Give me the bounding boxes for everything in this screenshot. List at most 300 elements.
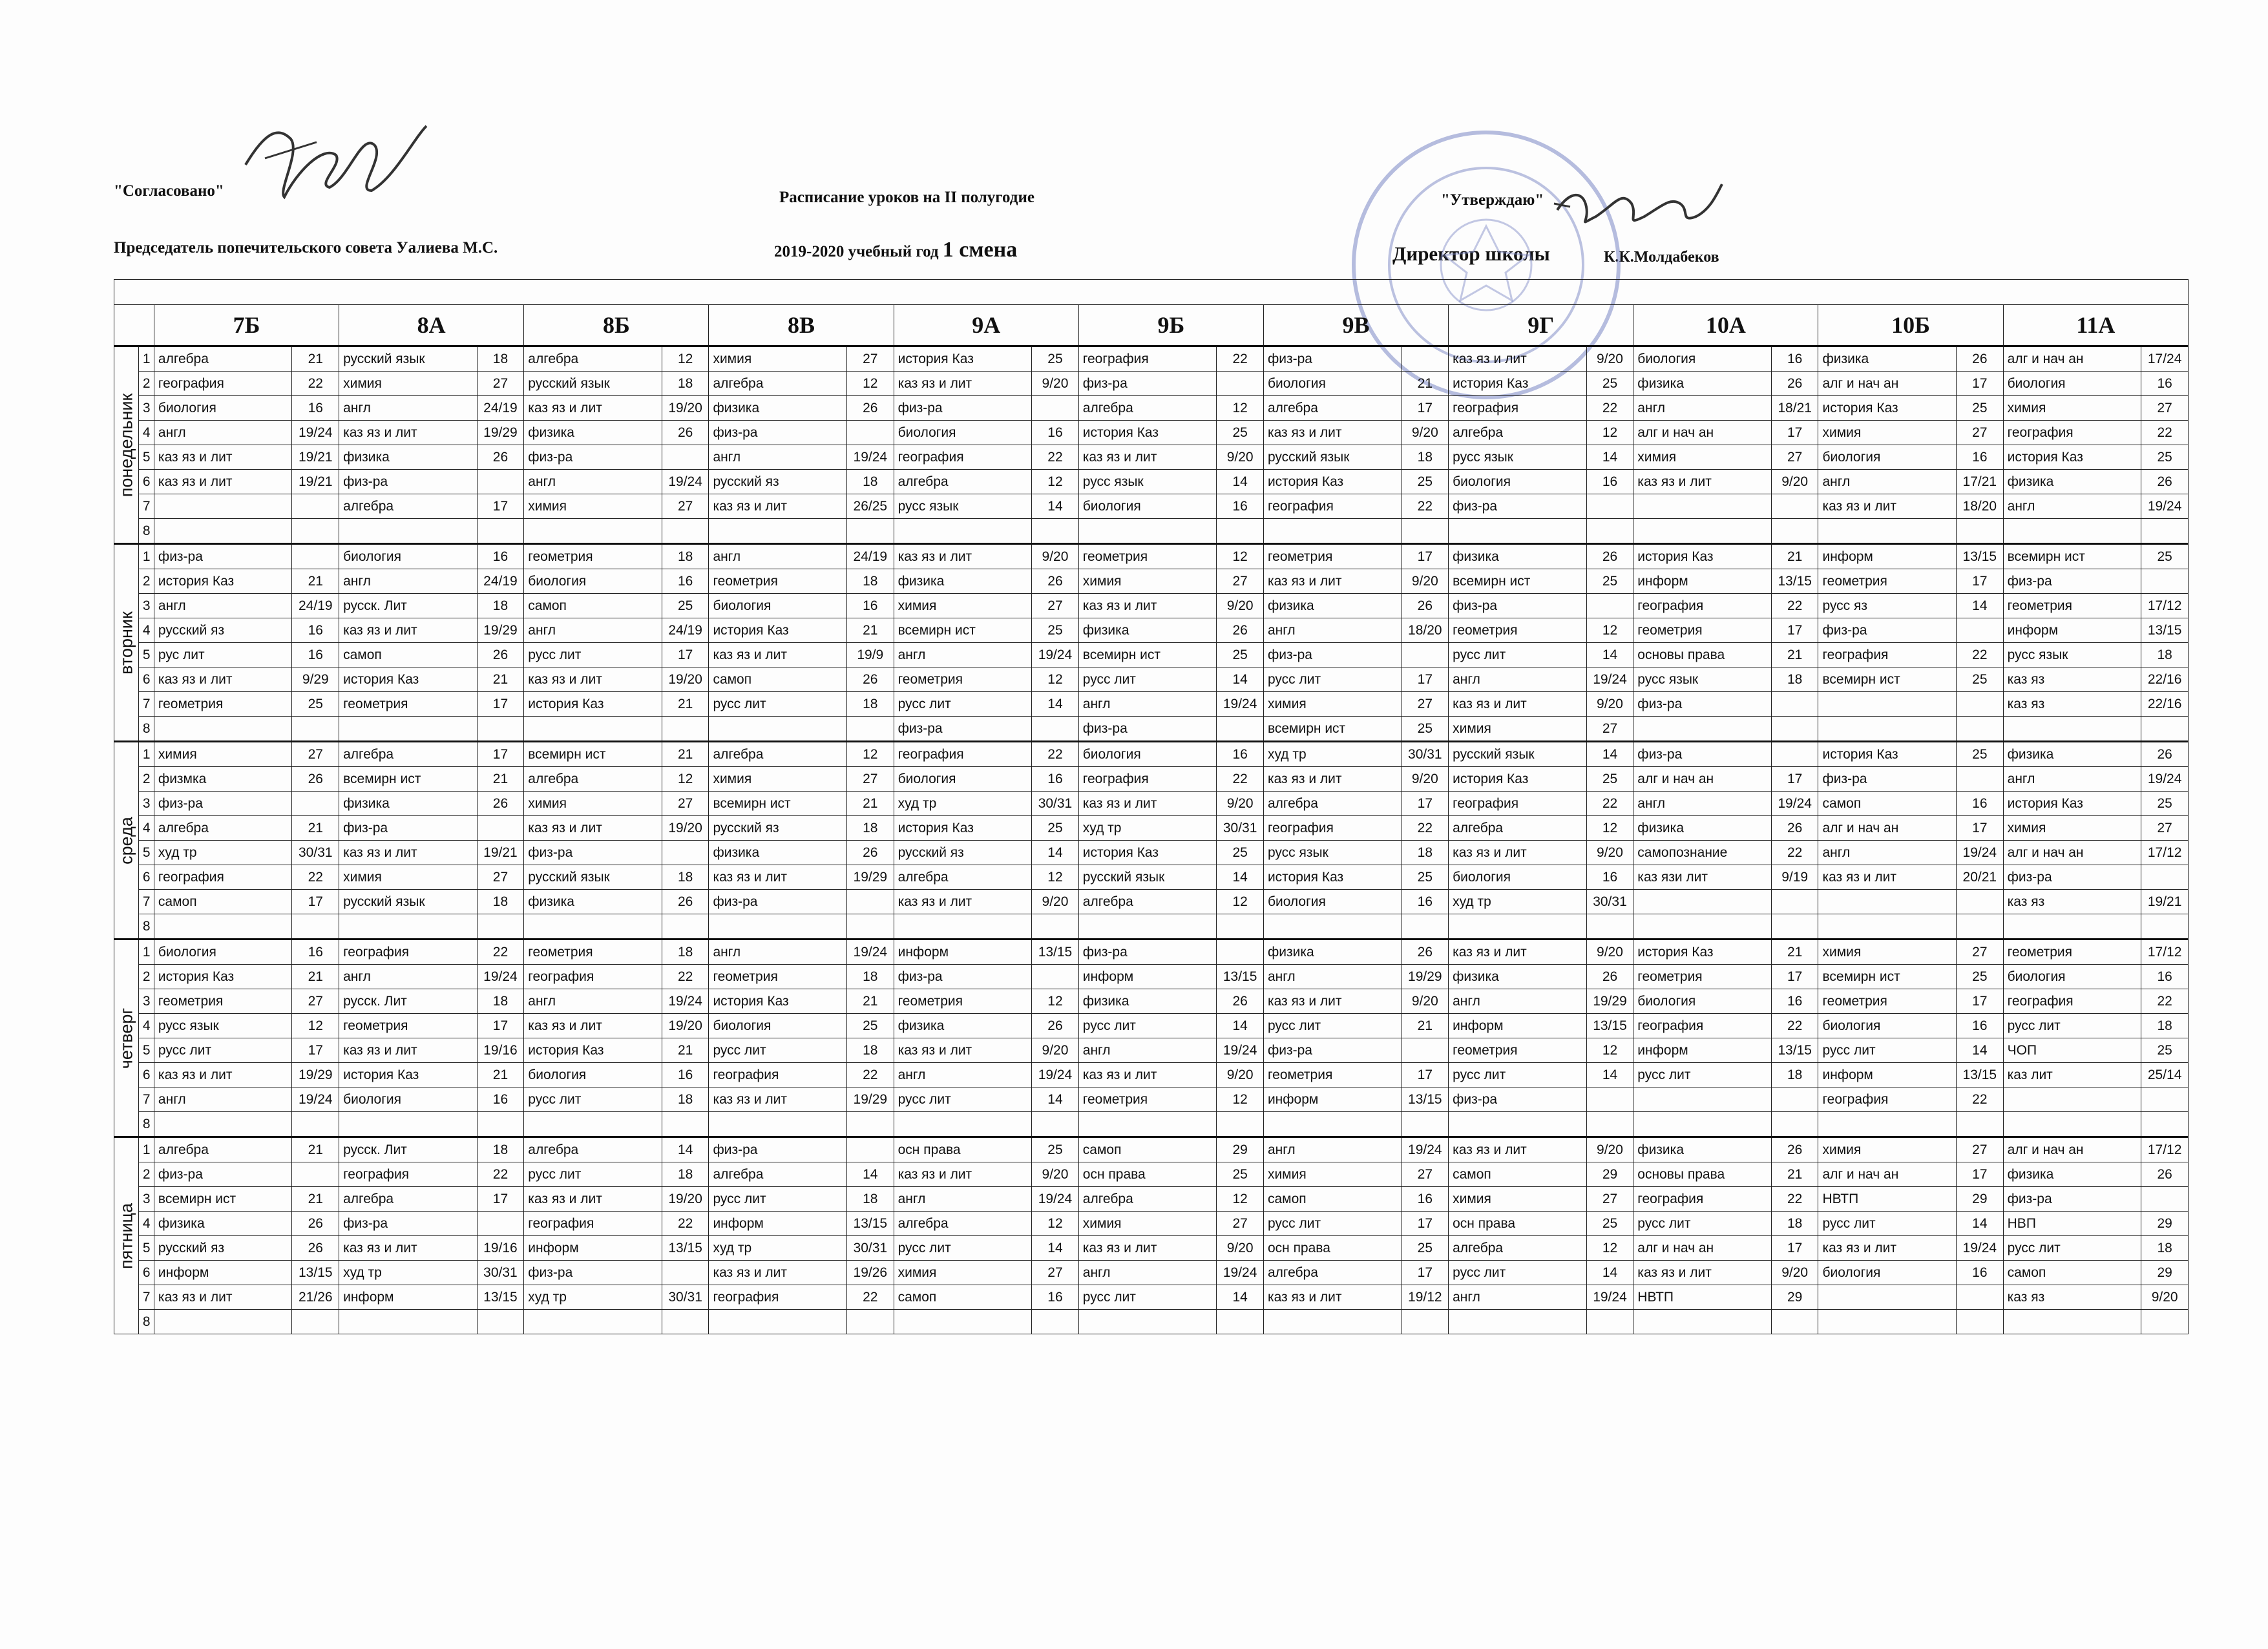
subject-cell: каз яз и лит xyxy=(524,1014,662,1038)
room-cell: 19/21 xyxy=(292,445,339,470)
room-cell: 19/29 xyxy=(847,865,894,890)
room-cell: 9/20 xyxy=(1032,544,1079,569)
room-cell: 22 xyxy=(662,1212,709,1236)
table-row xyxy=(114,1038,2189,1063)
subject-cell: русс лит xyxy=(1449,1063,1587,1087)
day-label xyxy=(114,1137,139,1334)
day-label xyxy=(114,742,139,940)
room-cell: 14 xyxy=(1586,742,1633,767)
room-cell: 12 xyxy=(1217,1187,1264,1212)
subject-cell: история Каз xyxy=(154,569,292,594)
room-cell: 22/16 xyxy=(2141,692,2189,717)
director-name: К.К.Молдабеков xyxy=(1604,249,1719,266)
table-row xyxy=(114,421,2189,445)
subject-cell: алгебра xyxy=(524,346,662,372)
room-cell: 19/24 xyxy=(1586,1285,1633,1310)
room-cell: 25 xyxy=(847,1014,894,1038)
room-cell: 16 xyxy=(1771,346,1818,372)
room-cell: 25 xyxy=(1957,742,2004,767)
subject-cell: биология xyxy=(1818,445,1957,470)
room-cell: 22 xyxy=(1957,1087,2004,1112)
subject-cell: геометрия xyxy=(339,1014,478,1038)
room-cell: 9/20 xyxy=(1586,346,1633,372)
room-cell: 26 xyxy=(477,643,524,667)
class-header: 7Б xyxy=(154,305,339,346)
room-cell: 17/12 xyxy=(2141,841,2189,865)
subject-cell: физ-ра xyxy=(709,1137,847,1162)
room-cell: 21 xyxy=(847,618,894,643)
room-cell: 14 xyxy=(1032,692,1079,717)
day-name: понедельник xyxy=(116,393,136,497)
room-cell xyxy=(1957,1112,2004,1137)
subject-cell: НВП xyxy=(2003,1212,2141,1236)
room-cell xyxy=(1217,914,1264,940)
room-cell: 25 xyxy=(2141,792,2189,816)
subject-cell: алгебра xyxy=(339,742,478,767)
room-cell: 18 xyxy=(477,890,524,914)
room-cell: 26 xyxy=(1771,816,1818,841)
lesson-number: 5 xyxy=(139,1236,154,1261)
room-cell: 18 xyxy=(1402,445,1449,470)
room-cell xyxy=(1032,396,1079,421)
lesson-number: 2 xyxy=(139,372,154,396)
subject-cell: биология xyxy=(524,569,662,594)
room-cell: 17 xyxy=(1771,767,1818,792)
subject-cell: русс лит xyxy=(1633,1063,1772,1087)
class-header: 11А xyxy=(2003,305,2188,346)
subject-cell: химия xyxy=(524,494,662,519)
table-row xyxy=(114,372,2189,396)
table-row xyxy=(114,1310,2189,1334)
table-row xyxy=(114,717,2189,742)
subject-cell: англ xyxy=(709,940,847,965)
subject-cell: русс язык xyxy=(2003,643,2141,667)
room-cell: 25 xyxy=(1217,1162,1264,1187)
room-cell: 12 xyxy=(847,372,894,396)
table-row xyxy=(114,767,2189,792)
room-cell xyxy=(1771,914,1818,940)
room-cell xyxy=(1586,914,1633,940)
room-cell: 25 xyxy=(1586,569,1633,594)
subject-cell: физика xyxy=(524,890,662,914)
subject-cell: основы права xyxy=(1633,1162,1772,1187)
subject-cell: геометрия xyxy=(1449,618,1587,643)
room-cell xyxy=(477,470,524,494)
subject-cell: осн права xyxy=(1078,1162,1217,1187)
room-cell: 17 xyxy=(477,1014,524,1038)
room-cell: 21 xyxy=(1402,1014,1449,1038)
room-cell: 17 xyxy=(1957,1162,2004,1187)
room-cell: 17 xyxy=(1957,816,2004,841)
subject-cell: худ тр xyxy=(894,792,1032,816)
room-cell: 18 xyxy=(847,965,894,989)
subject-cell: геометрия xyxy=(2003,940,2141,965)
table-row xyxy=(114,618,2189,643)
subject-cell: каз яз и лит xyxy=(1818,865,1957,890)
room-cell xyxy=(1586,519,1633,544)
subject-cell: каз яз и лит xyxy=(1449,1137,1587,1162)
subject-cell: биология xyxy=(1449,470,1587,494)
subject-cell: каз яз и лит xyxy=(1818,1236,1957,1261)
room-cell: 14 xyxy=(1586,1261,1633,1285)
room-cell xyxy=(1771,717,1818,742)
subject-cell: алгебра xyxy=(1449,421,1587,445)
room-cell: 30/31 xyxy=(662,1285,709,1310)
room-cell: 21 xyxy=(847,989,894,1014)
table-row xyxy=(114,914,2189,940)
table-row xyxy=(114,569,2189,594)
subject-cell: русс язык xyxy=(154,1014,292,1038)
subject-cell: геометрия xyxy=(1449,1038,1587,1063)
subject-cell xyxy=(524,717,662,742)
room-cell xyxy=(1771,890,1818,914)
room-cell: 25 xyxy=(1957,667,2004,692)
room-cell: 19/16 xyxy=(477,1236,524,1261)
subject-cell xyxy=(339,1112,478,1137)
subject-cell: алг и нач ан xyxy=(2003,346,2141,372)
subject-cell: всемирн ист xyxy=(894,618,1032,643)
room-cell: 24/19 xyxy=(662,618,709,643)
room-cell: 21 xyxy=(1402,372,1449,396)
subject-cell: каз яз и лит xyxy=(894,372,1032,396)
subject-cell: англ xyxy=(1263,618,1402,643)
subject-cell: алгебра xyxy=(1449,816,1587,841)
subject-cell: худ тр xyxy=(709,1236,847,1261)
room-cell: 25 xyxy=(1586,372,1633,396)
subject-cell: геометрия xyxy=(524,544,662,569)
room-cell: 9/20 xyxy=(1402,989,1449,1014)
subject-cell: каз яз и лит xyxy=(339,1236,478,1261)
room-cell: 16 xyxy=(1771,989,1818,1014)
room-cell xyxy=(1217,1112,1264,1137)
room-cell: 18 xyxy=(847,470,894,494)
room-cell: 16 xyxy=(292,940,339,965)
room-cell xyxy=(1771,692,1818,717)
subject-cell: каз яз и лит xyxy=(1449,692,1587,717)
subject-cell: геометрия xyxy=(1263,544,1402,569)
room-cell: 17 xyxy=(1957,569,2004,594)
lesson-number: 3 xyxy=(139,792,154,816)
table-row xyxy=(114,965,2189,989)
room-cell: 18/20 xyxy=(1957,494,2004,519)
subject-cell: география xyxy=(1263,494,1402,519)
lesson-number: 2 xyxy=(139,965,154,989)
table-row xyxy=(114,445,2189,470)
room-cell: 9/20 xyxy=(1217,445,1264,470)
subject-cell: география xyxy=(1633,1187,1772,1212)
room-cell: 21/26 xyxy=(292,1285,339,1310)
room-cell: 17 xyxy=(1402,1261,1449,1285)
room-cell: 27 xyxy=(477,865,524,890)
room-cell: 22 xyxy=(1032,445,1079,470)
subject-cell: физ-ра xyxy=(894,396,1032,421)
room-cell: 12 xyxy=(1586,1038,1633,1063)
subject-cell: самоп xyxy=(709,667,847,692)
subject-cell: самоп xyxy=(339,643,478,667)
room-cell: 30/31 xyxy=(292,841,339,865)
subject-cell: англ xyxy=(524,989,662,1014)
subject-cell: русск. Лит xyxy=(339,989,478,1014)
room-cell: 30/31 xyxy=(1586,890,1633,914)
room-cell: 22 xyxy=(1771,594,1818,618)
year-text: 2019-2020 учебный год xyxy=(774,243,939,260)
room-cell xyxy=(1217,372,1264,396)
subject-cell: всемирн ист xyxy=(1263,717,1402,742)
subject-cell: каз яз и лит xyxy=(894,1162,1032,1187)
subject-cell: биология xyxy=(339,1087,478,1112)
subject-cell: физ-ра xyxy=(1818,767,1957,792)
subject-cell xyxy=(524,1112,662,1137)
room-cell: 19/24 xyxy=(1217,1261,1264,1285)
subject-cell: каз лит xyxy=(2003,1063,2141,1087)
day-name: вторник xyxy=(116,611,136,675)
subject-cell: география xyxy=(1633,594,1772,618)
subject-cell: биология xyxy=(1818,1261,1957,1285)
subject-cell xyxy=(154,494,292,519)
room-cell xyxy=(662,841,709,865)
room-cell: 25 xyxy=(2141,1038,2189,1063)
lesson-number: 1 xyxy=(139,742,154,767)
subject-cell xyxy=(1263,1310,1402,1334)
subject-cell: география xyxy=(339,1162,478,1187)
class-header: 9Б xyxy=(1078,305,1263,346)
subject-cell: физ-ра xyxy=(524,841,662,865)
subject-cell: информ xyxy=(524,1236,662,1261)
subject-cell: каз яз и лит xyxy=(1078,1063,1217,1087)
room-cell: 19/24 xyxy=(1032,1063,1079,1087)
subject-cell: алг и нач ан xyxy=(1818,816,1957,841)
subject-cell: химия xyxy=(1633,445,1772,470)
room-cell: 27 xyxy=(292,742,339,767)
room-cell: 26 xyxy=(1217,989,1264,1014)
room-cell: 9/19 xyxy=(1771,865,1818,890)
subject-cell xyxy=(1449,914,1587,940)
subject-cell: химия xyxy=(2003,396,2141,421)
room-cell xyxy=(1032,1310,1079,1334)
room-cell: 19/9 xyxy=(847,643,894,667)
room-cell: 17 xyxy=(477,1187,524,1212)
room-cell: 19/24 xyxy=(847,445,894,470)
subject-cell: физика xyxy=(1263,940,1402,965)
subject-cell: геометрия xyxy=(894,989,1032,1014)
subject-cell xyxy=(2003,1087,2141,1112)
room-cell: 21 xyxy=(477,1063,524,1087)
room-cell xyxy=(847,914,894,940)
room-cell: 16 xyxy=(662,1063,709,1087)
room-cell: 25 xyxy=(292,692,339,717)
subject-cell: биология xyxy=(1449,865,1587,890)
room-cell: 9/20 xyxy=(1586,940,1633,965)
subject-cell: геометрия xyxy=(524,940,662,965)
room-cell: 9/20 xyxy=(1771,470,1818,494)
table-row xyxy=(114,792,2189,816)
subject-cell: англ xyxy=(894,1187,1032,1212)
room-cell: 24/19 xyxy=(477,396,524,421)
subject-cell: англ xyxy=(524,470,662,494)
room-cell: 13/15 xyxy=(1586,1014,1633,1038)
subject-cell xyxy=(1633,717,1772,742)
room-cell: 14 xyxy=(1032,494,1079,519)
room-cell: 22 xyxy=(847,1285,894,1310)
table-row xyxy=(114,841,2189,865)
room-cell: 9/20 xyxy=(1217,1063,1264,1087)
room-cell xyxy=(292,544,339,569)
subject-cell: осн права xyxy=(894,1137,1032,1162)
lesson-number: 4 xyxy=(139,618,154,643)
subject-cell: физика xyxy=(339,445,478,470)
room-cell: 18 xyxy=(2141,643,2189,667)
subject-cell: история Каз xyxy=(709,989,847,1014)
room-cell: 16 xyxy=(1032,1285,1079,1310)
subject-cell: каз яз и лит xyxy=(1449,841,1587,865)
subject-cell: русский язык xyxy=(1449,742,1587,767)
room-cell: 12 xyxy=(1032,1212,1079,1236)
room-cell: 18 xyxy=(847,1187,894,1212)
subject-cell: география xyxy=(1449,792,1587,816)
subject-cell: русс язык xyxy=(1078,470,1217,494)
subject-cell: русс лит xyxy=(1263,1212,1402,1236)
subject-cell: физ-ра xyxy=(1633,692,1772,717)
room-cell: 16 xyxy=(1217,494,1264,519)
lesson-number: 3 xyxy=(139,396,154,421)
subject-cell: англ xyxy=(2003,494,2141,519)
room-cell: 17 xyxy=(477,494,524,519)
subject-cell: русс лит xyxy=(894,1236,1032,1261)
subject-cell: всемирн ист xyxy=(154,1187,292,1212)
subject-cell: информ xyxy=(154,1261,292,1285)
room-cell: 16 xyxy=(1402,890,1449,914)
room-cell xyxy=(1957,1310,2004,1334)
subject-cell: алг и нач ан xyxy=(1633,1236,1772,1261)
subject-cell: алгебра xyxy=(1078,1187,1217,1212)
subject-cell: физ-ра xyxy=(2003,569,2141,594)
subject-cell: география xyxy=(709,1063,847,1087)
subject-cell: физика xyxy=(2003,1162,2141,1187)
room-cell: 13/15 xyxy=(1771,569,1818,594)
room-cell: 16 xyxy=(2141,965,2189,989)
room-cell: 17 xyxy=(1402,1063,1449,1087)
subject-cell: каз яз и лит xyxy=(1263,989,1402,1014)
subject-cell: русс язык xyxy=(1263,841,1402,865)
lesson-number: 6 xyxy=(139,865,154,890)
subject-cell: география xyxy=(1263,816,1402,841)
room-cell: 26 xyxy=(1032,569,1079,594)
subject-cell: история Каз xyxy=(1633,940,1772,965)
table-row xyxy=(114,692,2189,717)
subject-cell: каз яз и лит xyxy=(894,1038,1032,1063)
room-cell: 9/20 xyxy=(1032,1038,1079,1063)
subject-cell: англ xyxy=(339,965,478,989)
room-cell: 18 xyxy=(847,692,894,717)
director-label: Директор школы xyxy=(1392,242,1550,265)
room-cell: 25 xyxy=(2141,544,2189,569)
subject-cell: химия xyxy=(1078,569,1217,594)
room-cell: 25 xyxy=(1402,865,1449,890)
room-cell: 18 xyxy=(1402,841,1449,865)
subject-cell: англ xyxy=(1449,1285,1587,1310)
room-cell: 27 xyxy=(477,372,524,396)
room-cell xyxy=(1957,1285,2004,1310)
room-cell xyxy=(477,717,524,742)
room-cell: 19/21 xyxy=(2141,890,2189,914)
subject-cell: англ xyxy=(154,594,292,618)
lesson-number: 1 xyxy=(139,1137,154,1162)
room-cell: 17 xyxy=(1771,618,1818,643)
subject-cell: физ-ра xyxy=(154,544,292,569)
subject-cell: биология xyxy=(339,544,478,569)
room-cell: 13/15 xyxy=(1957,544,2004,569)
room-cell: 14 xyxy=(1217,667,1264,692)
subject-cell xyxy=(524,914,662,940)
subject-cell: русс лит xyxy=(1078,1014,1217,1038)
room-cell: 18 xyxy=(477,594,524,618)
room-cell: 13/15 xyxy=(1217,965,1264,989)
subject-cell: алгебра xyxy=(1263,792,1402,816)
subject-cell: химия xyxy=(1263,692,1402,717)
approve-label: "Утверждаю" xyxy=(1441,191,1544,209)
subject-cell: география xyxy=(1633,1014,1772,1038)
room-cell xyxy=(1957,692,2004,717)
subject-cell: русск. Лит xyxy=(339,594,478,618)
subject-cell: всемирн ист xyxy=(1449,569,1587,594)
subject-cell: русский яз xyxy=(154,1236,292,1261)
room-cell xyxy=(847,1137,894,1162)
subject-cell: история Каз xyxy=(2003,445,2141,470)
subject-cell xyxy=(1263,519,1402,544)
room-cell: 25 xyxy=(662,594,709,618)
subject-cell: биология xyxy=(709,1014,847,1038)
room-cell: 26 xyxy=(1586,965,1633,989)
room-cell: 16 xyxy=(2141,372,2189,396)
room-cell: 25 xyxy=(1402,1236,1449,1261)
subject-cell: каз яз и лит xyxy=(1263,767,1402,792)
room-cell: 9/20 xyxy=(1586,692,1633,717)
subject-cell: физика xyxy=(1633,816,1772,841)
subject-cell: русс язык xyxy=(1633,667,1772,692)
subject-cell: каз яз и лит xyxy=(709,1261,847,1285)
room-cell: 27 xyxy=(1032,1261,1079,1285)
room-cell: 19/21 xyxy=(292,470,339,494)
room-cell: 9/29 xyxy=(292,667,339,692)
subject-cell xyxy=(1633,914,1772,940)
room-cell: 18 xyxy=(662,1162,709,1187)
room-cell: 30/31 xyxy=(1032,792,1079,816)
room-cell: 18 xyxy=(1771,667,1818,692)
subject-cell xyxy=(339,717,478,742)
room-cell: 12 xyxy=(1586,421,1633,445)
room-cell: 16 xyxy=(1586,865,1633,890)
subject-cell: химия xyxy=(1078,1212,1217,1236)
subject-cell: всемирн ист xyxy=(1818,667,1957,692)
room-cell xyxy=(477,816,524,841)
subject-cell xyxy=(1818,890,1957,914)
day-name: среда xyxy=(116,816,136,865)
subject-cell: алгебра xyxy=(339,1187,478,1212)
subject-cell: каз яз и лит xyxy=(154,445,292,470)
room-cell: 22 xyxy=(662,965,709,989)
subject-cell: география xyxy=(2003,989,2141,1014)
subject-cell: физ-ра xyxy=(1263,643,1402,667)
subject-cell xyxy=(894,914,1032,940)
room-cell: 19/24 xyxy=(292,1087,339,1112)
room-cell: 9/20 xyxy=(1217,1236,1264,1261)
subject-cell: русс лит xyxy=(1449,643,1587,667)
room-cell: 18 xyxy=(2141,1014,2189,1038)
subject-cell: англ xyxy=(894,1063,1032,1087)
room-cell: 12 xyxy=(1217,544,1264,569)
header-corner xyxy=(114,305,154,346)
class-header: 9В xyxy=(1263,305,1448,346)
